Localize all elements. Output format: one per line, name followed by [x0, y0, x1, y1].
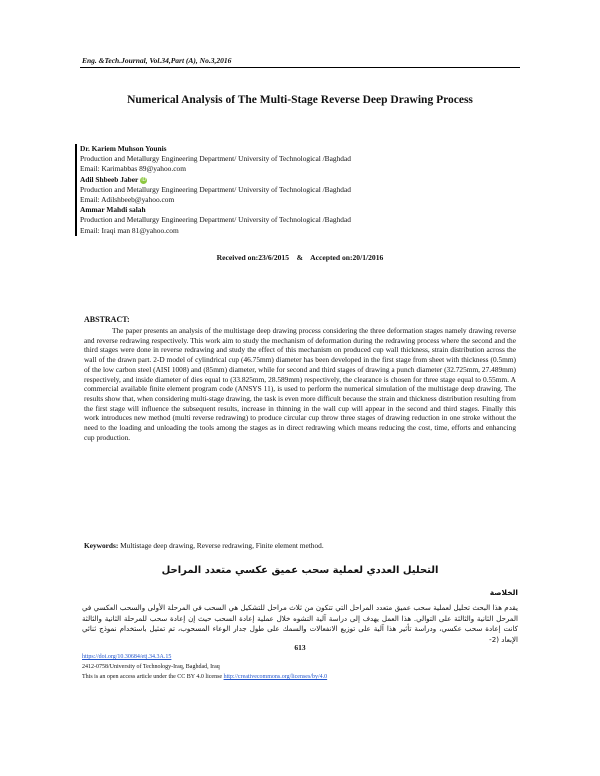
author-affiliation: Production and Metallurgy Engineering Department/ University of Technological /Baghdad [80, 154, 351, 164]
date-separator: & [296, 253, 303, 262]
author-email: Email: Adilshbeeb@yahoo.com [80, 195, 175, 205]
author-affiliation: Production and Metallurgy Engineering Department/ University of Technological /Baghdad [80, 215, 351, 225]
abstract-body [84, 326, 516, 442]
author-name: Dr. Kariem Muhson Younis [80, 144, 167, 153]
header-rule [80, 67, 520, 68]
accepted-date: Accepted on:20/1/2016 [310, 253, 384, 262]
paper-title: Numerical Analysis of The Multi-Stage Reverse Deep Drawing Process [127, 94, 473, 106]
arabic-abstract-heading: الخلاصة [489, 588, 518, 597]
orcid-icon[interactable]: iD [141, 176, 147, 183]
author-affiliation: Production and Metallurgy Engineering Department/ University of Technological /Baghdad [80, 184, 351, 194]
author-email: Email: Iraqi man 81@yahoo.com [80, 225, 179, 235]
author-name: Adil Shbeeb Jaber [80, 174, 139, 184]
received-date: Received on:23/6/2015 [216, 253, 290, 262]
author-3 [75, 205, 520, 236]
issn-line: 2412-0758/University of Technology-Iraq, Baghdad, Iraq [82, 664, 220, 670]
keywords-text: Multistage deep drawing, Reverse redrawing, Finite element method. [120, 541, 324, 550]
author-name: Ammar Mahdi salah [80, 205, 146, 215]
abstract-text: The paper presents an analysis of the multistage deep drawing process considering the three deformation stages namely drawing reverse and reverse redrawing respectively. This work aim to study the mechanism of deformation during the redrawing process where the second and the third stages were done in reverse redrawing and study the effect of this mechanism on produced cup wall thickness, strain distribution across the wall of the drawn part. 2-D model of cylindrical cup (46.75mm) diameter has been developed in the first stage from sheet with thickness (0.5mm) of the low carbon steel (AISI 1008) and (85mm) diameter, while for second and third stages of drawing a punch diameter (32.725mm, 27.489mm) respectively, and inside diameter of dies equal to (33.825mm, 28.589mm) respectively, the clearance is chosen for three stage equal to 0.55mm. A commercial available finite element program code (ANSYS 11), is used to perform the numerical simulation of the multistage deep drawing. The results show that, when considering multi-stage drawing, the task is even more difficult because the strain and thickness distribution resulting from the first stage will influence the subsequent results, increase in thinning in the wall cup will appear in the second and third stages. Finally this work introduces new method (multi reverse redrawing) to produce circular cup throw three stages of drawing reduction in one stroke without the need to the loading and unloading the tools among the stages as in direct redrawing which means reducing the cost, time, efforts and enhancing cup production. [84, 326, 516, 442]
doi-link[interactable]: https://doi.org/10.30684/etj.34.3A.15 [82, 654, 172, 660]
keywords-label: Keywords: [84, 541, 119, 550]
arabic-title: التحليل العددي لعملية سحب عميق عكسي متعدد المراحل [161, 565, 439, 576]
footer [82, 652, 522, 682]
author-1 [75, 144, 520, 175]
keywords [84, 541, 516, 550]
abstract-heading: ABSTRACT: [84, 315, 130, 324]
journal-header: Eng. &Tech.Journal, Vol.34,Part (A), No.3,2016 [82, 56, 232, 65]
dates-line [0, 253, 600, 262]
author-block [80, 144, 520, 236]
page-number: 613 [294, 643, 306, 652]
arabic-abstract-text: يقدم هذا البحث تحليل لعملية سحب عميق متعدد المراحل التي تتكون من ثلاث مراحل للتشكيل هي السحب في المرحلة الأولى والسحب العكسي في المرحل الثانية والثالثة على التوالي. هذا العمل يهدف إلى دراسة آلية التشوه خلال عملية إعادة السحب حيث إن إعادة سحب للمرحلة الثانية والثالثة كانت إعادة سحب عكسي، ودراسة تأثير هذا آلية على توزيع الانفعالات والسمك على طول جدار الوعاء المسحوب، تم تمثيل باستخدام نموذج ثنائي الإبعاد (2- [82, 603, 518, 644]
license-text: This is an open access article under the CC BY 4.0 license [82, 674, 223, 680]
author-2 [75, 175, 520, 206]
license-link[interactable]: http://creativecommons.org/licenses/by/4.0 [223, 674, 328, 680]
author-email: Email: Karimabbas 89@yahoo.com [80, 164, 186, 174]
